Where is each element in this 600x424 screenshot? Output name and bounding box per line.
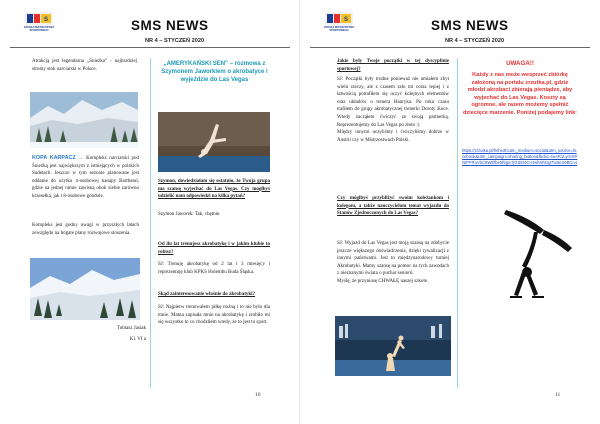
gymnast-icon xyxy=(498,200,588,300)
kopa-label: KOPA KARPACZ xyxy=(32,155,76,161)
header-divider xyxy=(10,47,290,48)
ski-slope-photo xyxy=(30,92,138,148)
kompleks-text: Kompleks jest godny uwagi w przyszłych latach zewzględu na bogate plany rozwojowe stoszenia. xyxy=(32,223,139,236)
svg-text:S: S xyxy=(43,17,49,23)
right-page xyxy=(300,0,600,424)
acrobat-photo xyxy=(158,112,270,172)
sms-logo-icon xyxy=(326,13,352,24)
page-number: 10 xyxy=(255,392,261,398)
gymnast-silhouette xyxy=(498,200,588,300)
logo-text: SZKOŁA MISTRZOSTWA SPORTOWEGO xyxy=(323,26,355,32)
header-divider xyxy=(310,47,590,48)
arrow-icon: → xyxy=(78,155,84,161)
page-number: 11 xyxy=(555,392,561,398)
page-title: SMS NEWS xyxy=(431,18,509,33)
question-2: Od ilu lat trenujesz akrobatykę i w jakim klubie to robisz? xyxy=(158,242,270,255)
question-3: Skąd zainteresowanie właśnie do akrobatyki? xyxy=(158,292,256,297)
question-5: Czy mógłbyś przybliżyć swoim koleżankom i kolegom, a także nauczycielom temat wyjazdu do Stanów Zjednoczonych do Las Vegas? xyxy=(337,196,449,217)
answer-2: SJ: Trenuję akrobatykę od 2 lat i 3 miesięcy i reprezentuję klub KPKS Holembu Buda Śląska. xyxy=(158,262,270,275)
alert-body: Każdy z nas może wesprzeć zbiórkę założoną na portalu zrzutka.pl, gdzie młodzi akrobaci zbierają pieniądze, aby wyjechać do Las Vegas. Koszty są ogromne, ale razem możemy spełnić dziecięce marzenie. Poniżej podajemy link: xyxy=(462,72,578,116)
mountain-photo xyxy=(30,258,140,320)
alert-title: UWAGA!! xyxy=(506,60,534,67)
question-4: Jakie były Twoje początki w tej dyscyplinie sportowej? xyxy=(337,59,449,72)
sms-logo-icon xyxy=(26,13,52,24)
column-divider xyxy=(150,58,151,388)
svg-text:S: S xyxy=(343,17,349,23)
answer-5: SJ: Wyjazd do Las Vegas jest moją szansą na zdobycie jeszcze większego doświadczenia, dzięki rywalizacji z innymi państwami. Jest to międzynarodowy turniej Akrobatyki. Mamy szansę na pomoc na tych zawodach z nieznanymi świata o puchar senioró. Myślę, że przyniosę CHWAŁĘ naszej szkole. xyxy=(337,241,449,284)
issue-label: NR 4 – STYCZEŃ 2020 xyxy=(145,38,205,44)
page-title: SMS NEWS xyxy=(131,18,209,33)
kopa-word: Kompleks xyxy=(86,156,107,161)
author-name: Tobiasz Jasiak xyxy=(117,326,146,331)
competition-photo xyxy=(335,316,451,376)
logo-text: SZKOŁA MISTRZOSTWA SPORTOWEGO xyxy=(23,26,55,32)
interview-title: „AMERYKAŃSKI SEN” – rozmowa z Szymonem Jaworkiem o akrobatyce i wyjeździe do Las Vegas xyxy=(161,61,268,83)
question-1: Szymon, dowiedziałam się ostatnio, że Twoja grupa ma szansę wyjechać do Las Vegas. Czy mógłbyś udzielić nam odpowiedzi na kilka pytań? xyxy=(158,179,270,200)
answer-1: Szymon Jaworek: Tak, chętnie. xyxy=(158,212,221,217)
school-logo xyxy=(22,12,56,32)
column-divider xyxy=(457,58,458,388)
kopa-paragraph xyxy=(32,155,139,201)
kopa-text: narciarski pod Śnieżką jest największym z istniejących w polskich Sudetach. Jeszcze w tym sezonie planowane jest oddanie do użytku 4-osobowej kanapy Bartbatul, gdzie na jednej ramie zawisną obok siebie zarówno krzesełka, jak i 8-osobowe gondole. xyxy=(32,156,139,199)
fundraiser-link[interactable]: https://zrzutka.pl/fmhe2fcutm_medium=social&utm_source=facebook&utm_campaign=sharing_button&fbclid=IwAR1LyrSSPNtPFRoVbC8WEfbe5f5jpv7jGS5r0G-HwhNhGgtTuBeX0BCn4 xyxy=(462,148,578,165)
answer-4: SJ: Początki były trudne ponieważ nie umiałem zbyt wielu rzeczy, ale z czasem szło mi coraz lepiej i z łatwością potrafiłem się uczyć kolejnych elementów oraz układów u trenera Hanryka. Po roku czasu trafiłem do grupy akrobatycznej trenerki Doroty Koce. Wtedy zacząłem ćwiczyć ze swoją partnerką. Reprezentujemy do Las Vegas po złoto :) Między innymi uczyliśmy i ćwiczyliśmy dobrze w Austrii czy w Mistrzostwach Polski. xyxy=(337,77,449,143)
school-logo xyxy=(322,12,356,32)
author-class: Kl. VI a xyxy=(129,337,146,342)
issue-label: NR 4 – STYCZEŃ 2020 xyxy=(445,38,505,44)
intro-text: Atrakcją jest legendarna „Śnieżka” - najbardziej stromy stok narciarski w Polsce. xyxy=(32,59,137,72)
answer-3: SJ: Najpierw trenowałem piłkę nożną i to nie było dla mnie. Mama zapisała mnie na akrobatykę i zrobiło mi się wszystko to co chodziłem wtedy, że to jest to sport. xyxy=(158,305,270,326)
